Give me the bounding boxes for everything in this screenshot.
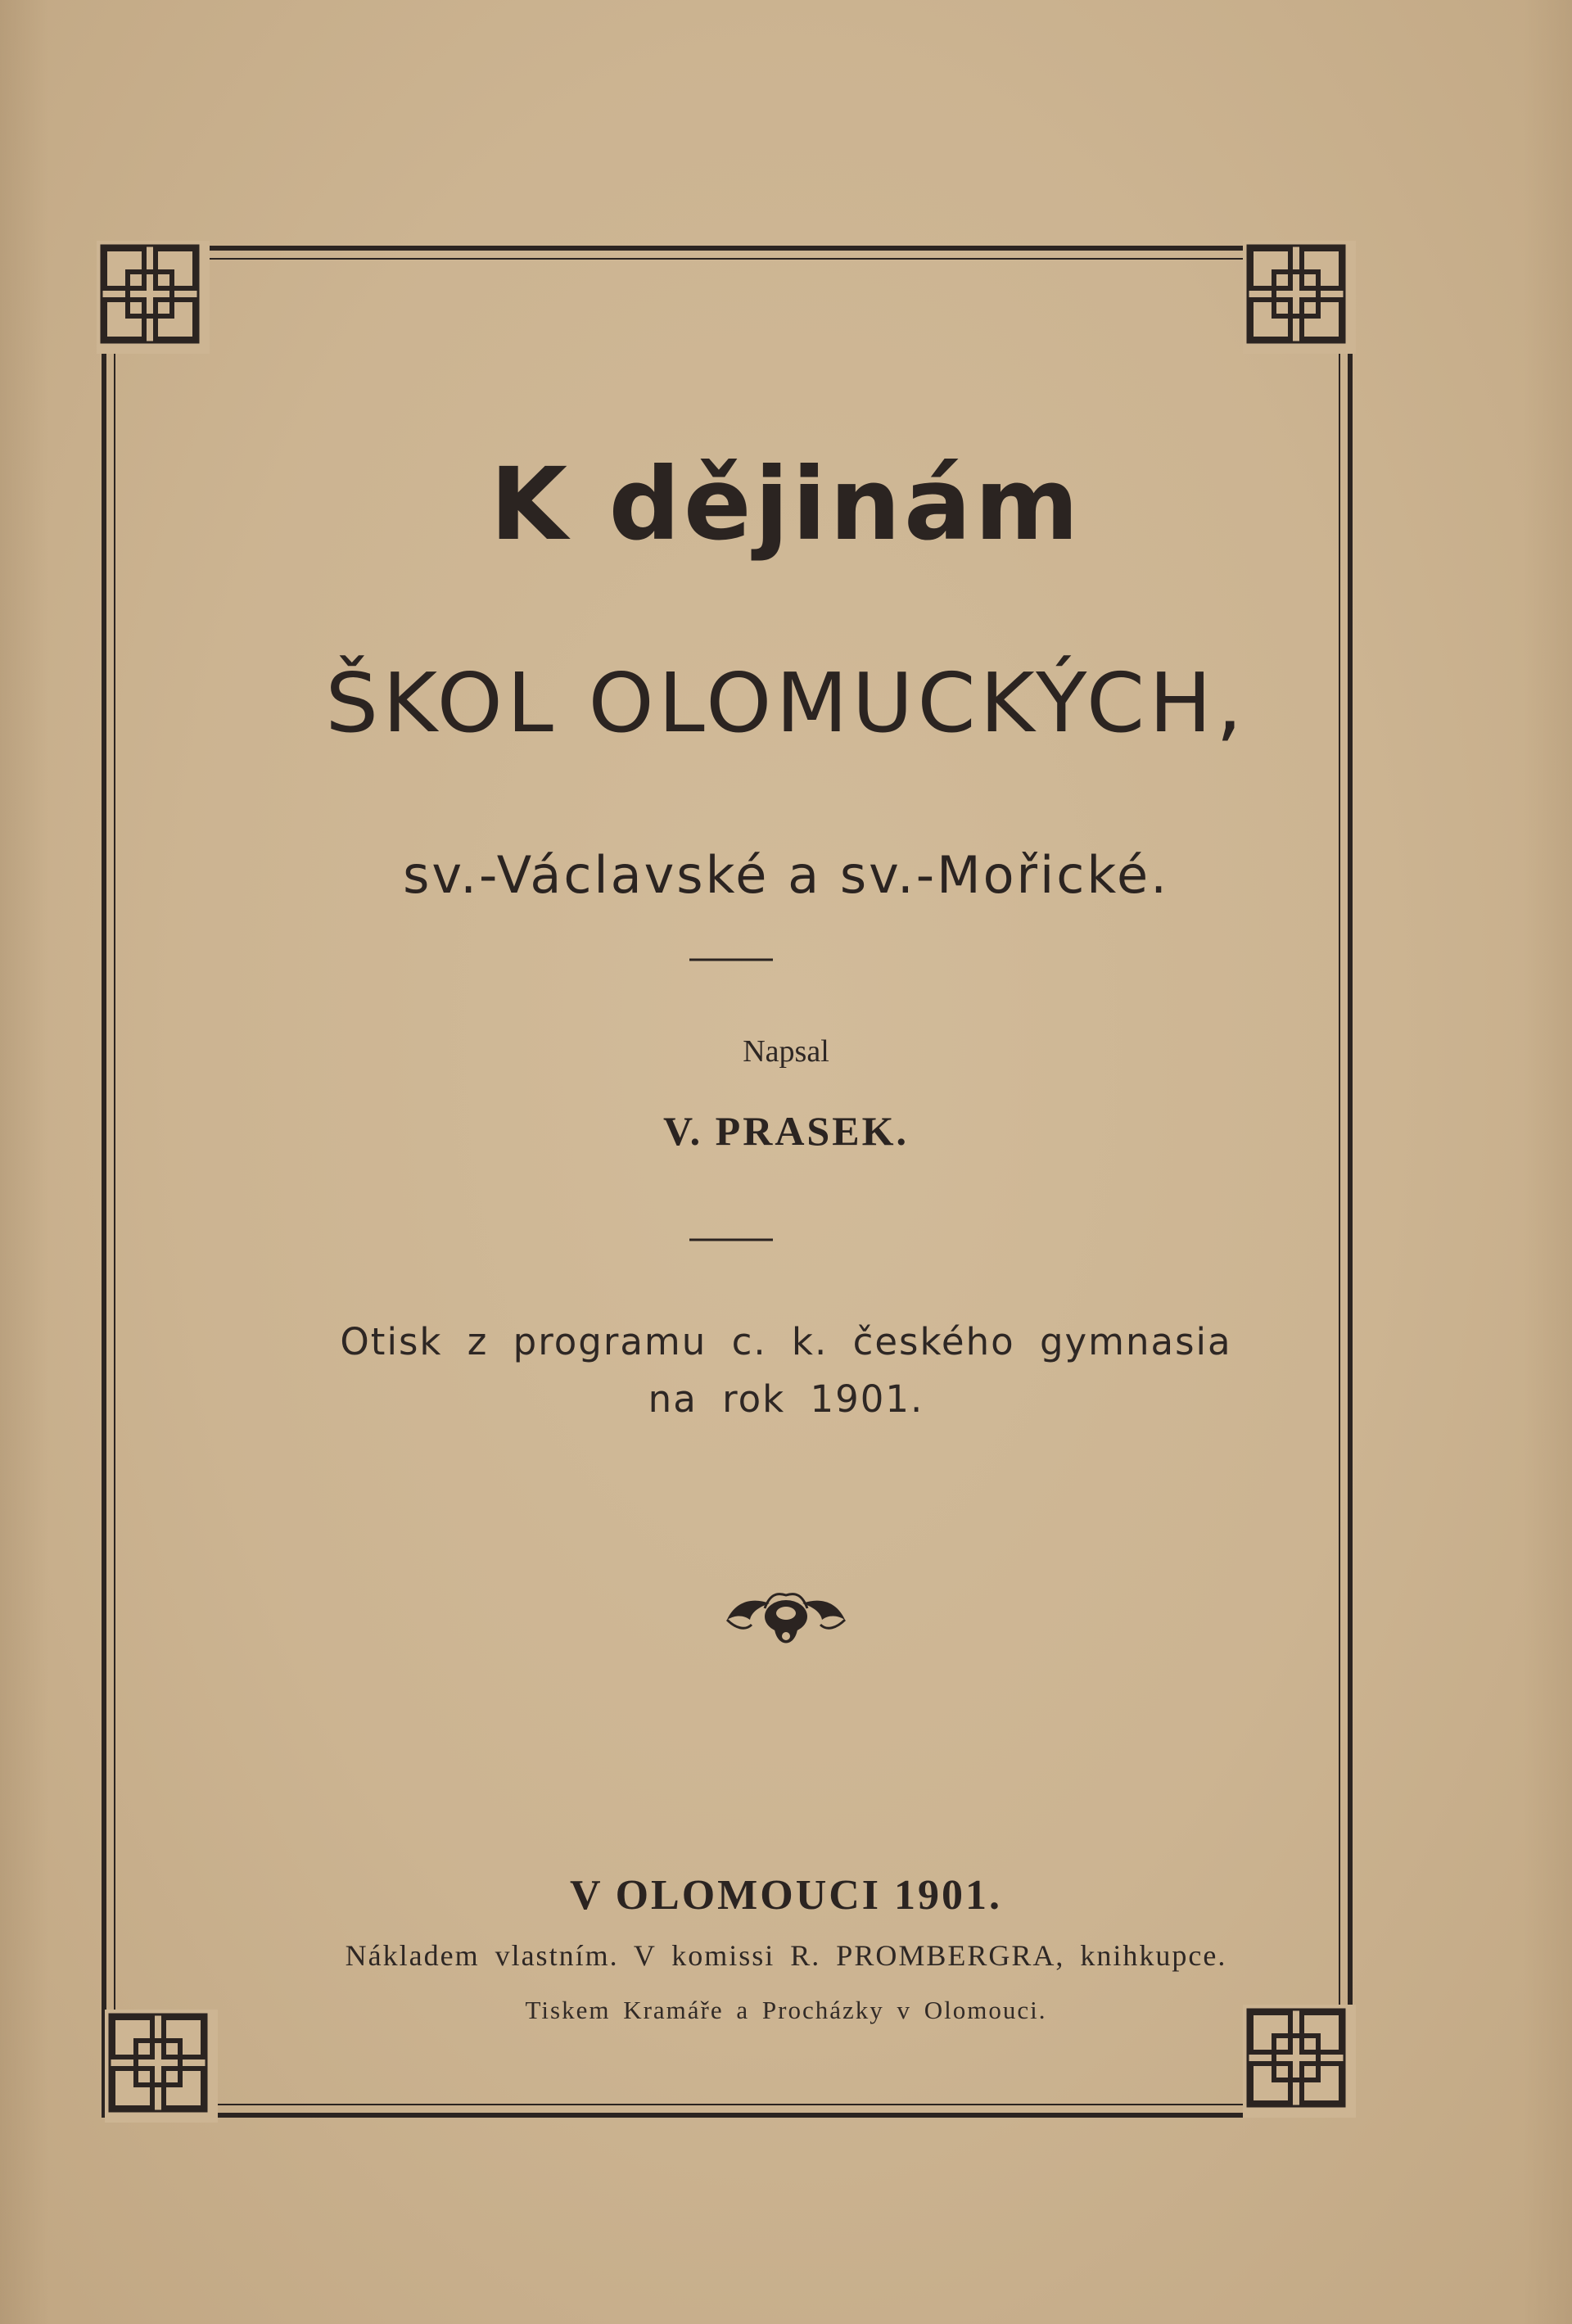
- offprint-line-1: Otisk z programu c. k. českého gymnasia: [340, 1320, 1232, 1363]
- imprint-publisher: Nákladem vlastním. V komissi R. PROMBERGRA, knihkupce.: [345, 1939, 1227, 1972]
- author-label: Napsal: [743, 1034, 829, 1069]
- imprint-printer: Tiskem Kramáře a Procházky v Olomouci.: [525, 1996, 1047, 2024]
- imprint-place-year: V OLOMOUCI 1901.: [569, 1872, 1003, 1919]
- floral-vignette-icon: [727, 1594, 845, 1644]
- author-name: V. PRASEK.: [663, 1108, 909, 1154]
- greek-key-knot-icon: [1243, 241, 1356, 354]
- greek-key-knot-icon: [97, 241, 210, 354]
- title-line-3: sv.-Václavské a sv.-Mořické.: [403, 845, 1169, 905]
- greek-key-knot-icon: [105, 2010, 218, 2123]
- title-line-2: ŠKOL OLOMUCKÝCH,: [325, 655, 1247, 751]
- title-line-1: K dějinám: [490, 446, 1082, 563]
- offprint-line-2: na rok 1901.: [648, 1377, 924, 1421]
